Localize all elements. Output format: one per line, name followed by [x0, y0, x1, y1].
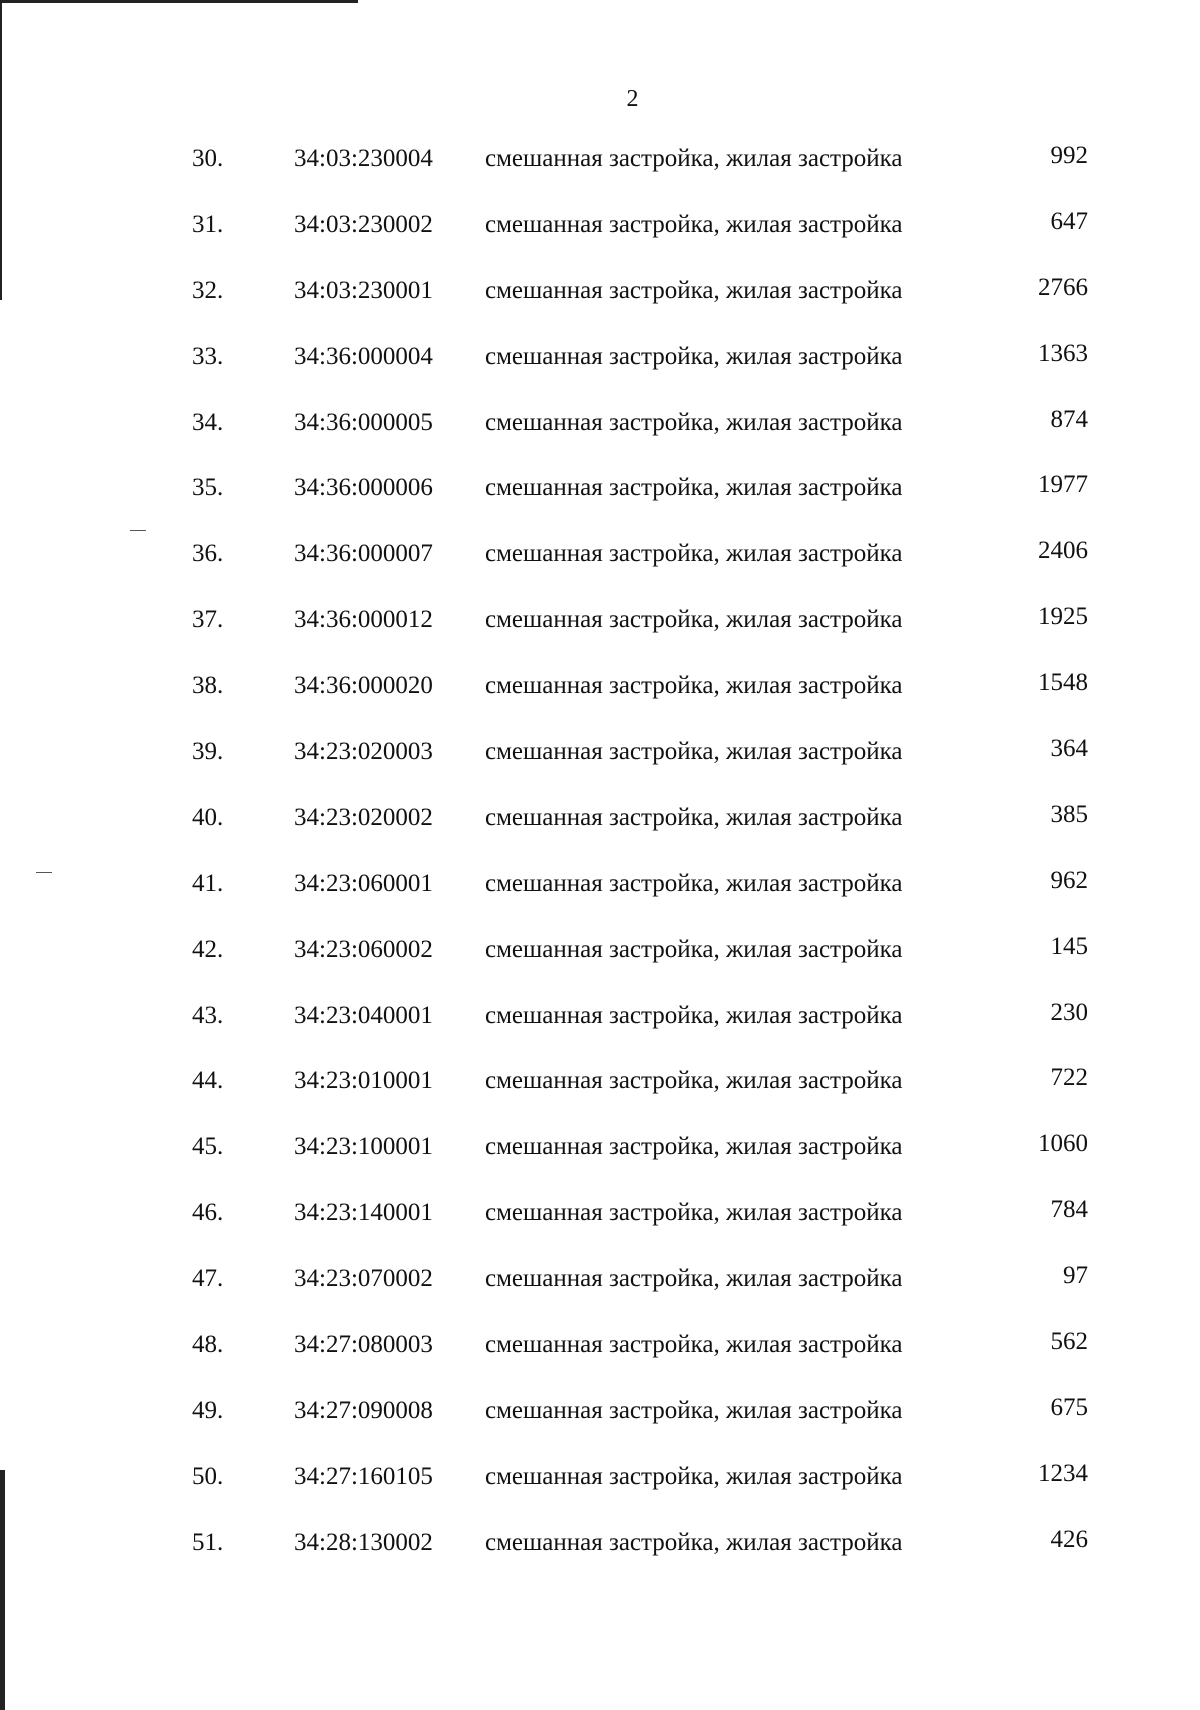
- area-value: 874: [1050, 405, 1088, 433]
- area-value: 1548: [1038, 669, 1088, 697]
- land-use-type: смешанная застройка, жилая застройка: [485, 869, 903, 897]
- land-use-type: смешанная застройка, жилая застройка: [485, 1133, 903, 1161]
- row-number: 44.: [192, 1067, 224, 1095]
- table-row: [0, 866, 1200, 936]
- row-number: 30.: [192, 145, 224, 172]
- cadastral-quarter-number: 34:27:090008: [294, 1396, 433, 1424]
- land-use-type: смешанная застройка, жилая застройка: [485, 408, 903, 436]
- cadastral-quarter-number: 34:23:140001: [294, 1199, 433, 1227]
- land-use-type: смешанная застройка, жилая застройка: [485, 474, 903, 502]
- area-value: 1977: [1038, 471, 1088, 499]
- cadastral-quarter-number: 34:36:000005: [294, 408, 433, 436]
- area-value: 230: [1050, 998, 1088, 1026]
- cadastral-quarter-number: 34:28:130002: [294, 1528, 433, 1556]
- cadastral-quarter-number: 34:27:080003: [294, 1331, 433, 1359]
- cadastral-quarter-number: 34:23:060001: [294, 869, 433, 897]
- table-row: [0, 537, 1200, 606]
- land-use-type: смешанная застройка, жилая застройка: [485, 1001, 903, 1029]
- land-use-type: смешанная застройка, жилая застройка: [485, 145, 903, 172]
- table-row: [0, 207, 1200, 277]
- row-number: 48.: [192, 1331, 224, 1359]
- row-number: 41.: [192, 869, 224, 897]
- table-row: [0, 142, 1200, 211]
- cadastral-quarter-number: 34:23:020003: [294, 738, 433, 766]
- land-use-type: смешанная застройка, жилая застройка: [485, 803, 903, 831]
- area-value: 364: [1050, 735, 1088, 763]
- land-use-type: смешанная застройка, жилая застройка: [485, 1331, 903, 1359]
- area-value: 97: [1063, 1262, 1088, 1290]
- row-number: 31.: [192, 210, 224, 238]
- area-value: 992: [1050, 142, 1088, 169]
- land-use-type: смешанная застройка, жилая застройка: [485, 1067, 903, 1095]
- area-value: 2766: [1038, 273, 1088, 301]
- table-row: [0, 1262, 1200, 1331]
- cadastral-quarter-number: 34:03:230002: [294, 210, 433, 238]
- land-use-type: смешанная застройка, жилая застройка: [485, 1528, 903, 1556]
- area-value: 1363: [1038, 339, 1088, 367]
- row-number: 33.: [192, 342, 224, 370]
- land-use-type: смешанная застройка, жилая застройка: [485, 276, 903, 304]
- cadastral-quarter-number: 34:23:060002: [294, 935, 433, 963]
- area-value: 675: [1050, 1393, 1088, 1421]
- table-row: [0, 1328, 1200, 1397]
- land-use-type: смешанная застройка, жилая застройка: [485, 1265, 903, 1293]
- row-number: 51.: [192, 1528, 224, 1556]
- table-row: [0, 998, 1200, 1068]
- land-use-type: смешанная застройка, жилая застройка: [485, 672, 903, 700]
- row-number: 49.: [192, 1396, 224, 1424]
- table-row: [0, 405, 1200, 475]
- row-number: 50.: [192, 1462, 224, 1490]
- area-value: 426: [1050, 1525, 1088, 1553]
- cadastral-quarter-number: 34:23:100001: [294, 1133, 433, 1161]
- cadastral-quarter-number: 34:36:000012: [294, 606, 433, 634]
- area-value: 1925: [1038, 603, 1088, 631]
- land-use-type: смешанная застройка, жилая застройка: [485, 1462, 903, 1490]
- land-plot-table: [0, 142, 1200, 1595]
- land-use-type: смешанная застройка, жилая застройка: [485, 540, 903, 568]
- row-number: 47.: [192, 1265, 224, 1293]
- land-use-type: смешанная застройка, жилая застройка: [485, 210, 903, 238]
- table-row: [0, 339, 1200, 409]
- table-row: [0, 932, 1200, 1002]
- table-row: [0, 1064, 1200, 1133]
- cadastral-quarter-number: 34:23:020002: [294, 803, 433, 831]
- cadastral-quarter-number: 34:03:230004: [294, 145, 433, 172]
- row-number: 40.: [192, 803, 224, 831]
- land-use-type: смешанная застройка, жилая застройка: [485, 1396, 903, 1424]
- table-row: [0, 273, 1200, 343]
- row-number: 35.: [192, 474, 224, 502]
- table-row: [0, 603, 1200, 672]
- area-value: 385: [1050, 800, 1088, 828]
- row-number: 36.: [192, 540, 224, 568]
- land-use-type: смешанная застройка, жилая застройка: [485, 342, 903, 370]
- table-row: [0, 1393, 1200, 1463]
- land-use-type: смешанная застройка, жилая застройка: [485, 738, 903, 766]
- area-value: 784: [1050, 1196, 1088, 1224]
- table-row: [0, 1130, 1200, 1199]
- row-number: 45.: [192, 1133, 224, 1161]
- row-number: 42.: [192, 935, 224, 963]
- scan-border-top: [0, 0, 358, 3]
- row-number: 34.: [192, 408, 224, 436]
- cadastral-quarter-number: 34:23:010001: [294, 1067, 433, 1095]
- row-number: 43.: [192, 1001, 224, 1029]
- cadastral-quarter-number: 34:23:040001: [294, 1001, 433, 1029]
- table-row: [0, 735, 1200, 804]
- row-number: 39.: [192, 738, 224, 766]
- table-row: [0, 471, 1200, 540]
- cadastral-quarter-number: 34:36:000007: [294, 540, 433, 568]
- area-value: 562: [1050, 1328, 1088, 1356]
- land-use-type: смешанная застройка, жилая застройка: [485, 606, 903, 634]
- row-number: 37.: [192, 606, 224, 634]
- row-number: 46.: [192, 1199, 224, 1227]
- cadastral-quarter-number: 34:23:070002: [294, 1265, 433, 1293]
- cadastral-quarter-number: 34:36:000006: [294, 474, 433, 502]
- cadastral-quarter-number: 34:27:160105: [294, 1462, 433, 1490]
- area-value: 2406: [1038, 537, 1088, 565]
- land-use-type: смешанная застройка, жилая застройка: [485, 935, 903, 963]
- area-value: 647: [1050, 207, 1088, 235]
- table-row: [0, 1525, 1200, 1595]
- area-value: 722: [1050, 1064, 1088, 1092]
- table-row: [0, 669, 1200, 738]
- land-use-type: смешанная застройка, жилая застройка: [485, 1199, 903, 1227]
- table-row: [0, 1459, 1200, 1529]
- table-row: [0, 1196, 1200, 1265]
- area-value: 1060: [1038, 1130, 1088, 1158]
- cadastral-quarter-number: 34:36:000020: [294, 672, 433, 700]
- row-number: 38.: [192, 672, 224, 700]
- cadastral-quarter-number: 34:36:000004: [294, 342, 433, 370]
- table-row: [0, 800, 1200, 870]
- area-value: 962: [1050, 866, 1088, 894]
- page-number: 2: [626, 86, 639, 112]
- area-value: 1234: [1038, 1459, 1088, 1487]
- cadastral-quarter-number: 34:03:230001: [294, 276, 433, 304]
- row-number: 32.: [192, 276, 224, 304]
- area-value: 145: [1050, 932, 1088, 960]
